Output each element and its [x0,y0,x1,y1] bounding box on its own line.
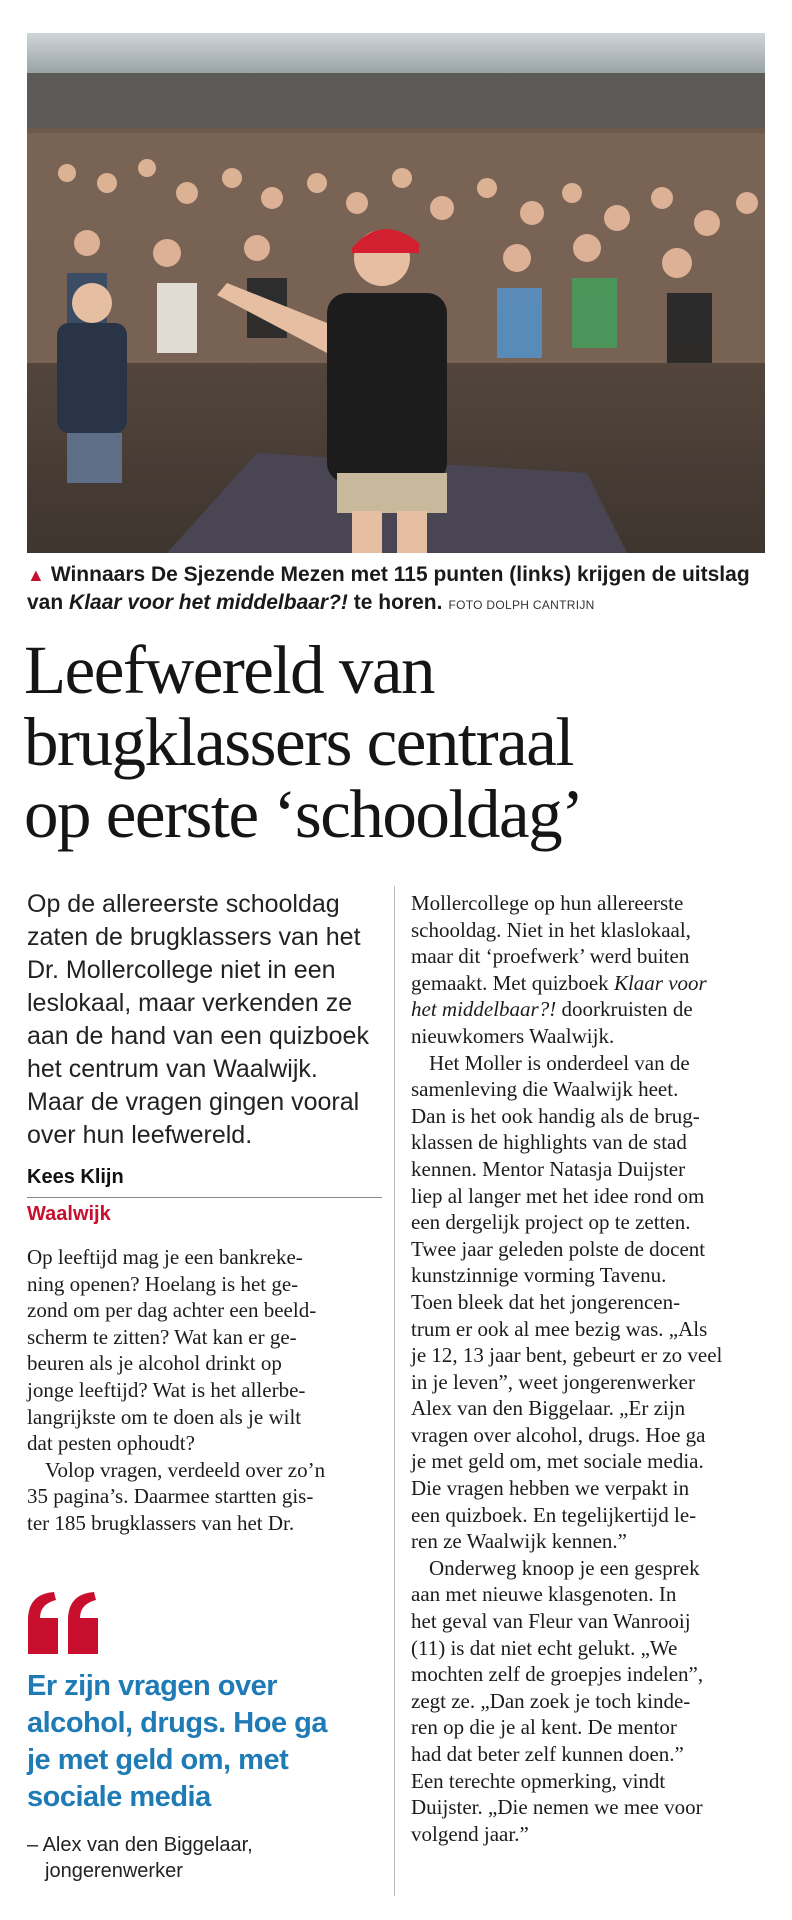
caption-text-end: te horen. [347,591,443,614]
body-line: beuren als je alcohol drinkt op [27,1351,282,1376]
book-title: Klaar voor [613,970,707,995]
body-column-left [27,1244,387,1537]
body-line: in je leven”, weet jongerenwerker [411,1369,695,1394]
intro-line: leslokaal, maar verkenden ze [27,989,353,1017]
body-text: gemaakt. Met quizboek [411,970,614,995]
body-line: klassen de highlights van de stad [411,1130,687,1155]
body-line: schooldag. Niet in het klaslokaal, [411,917,691,942]
byline-divider [27,1197,382,1198]
body-line: volgend jaar.” [411,1821,529,1846]
author-byline: Kees Klijn [27,1166,124,1188]
body-text: doorkruisten de [556,997,693,1022]
body-line: een dergelijk project op te zetten. [411,1210,691,1235]
body-line: ter 185 brugklassers van het Dr. [27,1510,295,1535]
body-line: Twee jaar geleden polste de docent [411,1236,706,1261]
body-line: Die vragen hebben we verpakt in [411,1476,690,1501]
body-line: een quizboek. En tegelijkertijd le- [411,1502,697,1527]
body-line [411,970,771,997]
quote-mark-icon [24,1590,104,1656]
body-line: het geval van Fleur van Wanrooij [411,1609,691,1634]
body-line: trum er ook al mee bezig was. „Als [411,1316,708,1341]
body-line: je 12, 13 jaar bent, gebeurt er zo veel [411,1343,723,1368]
body-line: kennen. Mentor Natasja Duijster [411,1156,686,1181]
pull-quote [27,1668,397,1816]
article-photo [27,33,765,553]
pull-quote-line: sociale media [27,1781,211,1813]
body-line: maar dit ‘proefwerk’ werd buiten [411,944,690,969]
attribution-line: – Alex van den Biggelaar, [27,1834,253,1856]
pull-quote-line: Er zijn vragen over [27,1670,277,1702]
headline-line: brugklassers centraal [24,704,574,780]
body-line: 35 pagina’s. Daarmee startten gis- [27,1484,314,1509]
intro-line: zaten de brugklassers van het [27,923,361,951]
body-line: Mollercollege op hun allereerste [411,891,684,915]
caption-marker: ▲ [27,565,45,585]
body-line: liep al langer met het idee rond om [411,1183,705,1208]
body-line: Een terechte opmerking, vindt [411,1768,666,1793]
body-line: ren op die je al kent. De mentor [411,1715,677,1740]
body-line: nieuwkomers Waalwijk. [411,1023,615,1048]
body-line: ren ze Waalwijk kennen.” [411,1529,627,1554]
intro-paragraph [27,888,389,1152]
body-line: jonge leeftijd? Wat is het allerbe- [27,1377,306,1402]
dateline-location: Waalwijk [27,1203,111,1225]
body-line: zond om per dag achter een beeld- [27,1298,317,1323]
body-line: had dat beter zelf kunnen doen.” [411,1742,684,1766]
intro-line: het centrum van Waalwijk. [27,1055,318,1083]
body-line: scherm te zitten? Wat kan er ge- [27,1324,297,1349]
body-line: kunstzinnige vorming Tavenu. [411,1263,667,1288]
pull-quote-line: alcohol, drugs. Hoe ga [27,1707,327,1739]
pull-quote-attribution [27,1832,387,1884]
body-line [411,996,771,1023]
intro-line: Maar de vragen gingen vooral [27,1088,360,1116]
body-line: je met geld om, met sociale media. [411,1449,704,1474]
body-line: langrijkste om te doen als je wilt [27,1404,302,1429]
body-line: Dan is het ook handig als de brug- [411,1103,700,1128]
body-line: zegt ze. „Dan zoek je toch kinde- [411,1688,691,1713]
body-line: Toen bleek dat het jongerencen- [411,1289,681,1314]
intro-line: Op de allereerste schooldag [27,890,340,918]
caption-text: Winnaars De Sjezende Mezen met 115 punten (links) krijgen de uitslag van [27,563,750,614]
photo-caption [27,561,765,619]
body-line: Het Moller is onderdeel van de [429,1050,690,1075]
photo-credit: FOTO DOLPH CANTRIJN [448,598,595,612]
body-line: Alex van den Biggelaar. „Er zijn [411,1396,686,1421]
body-line: ning openen? Hoelang is het ge- [27,1271,299,1296]
body-line: Duijster. „Die nemen we mee voor [411,1795,703,1820]
body-line: aan met nieuwe klasgenoten. In [411,1582,677,1607]
book-title: het middelbaar?! [411,997,557,1022]
headline [24,634,769,850]
body-line: mochten zelf de groepjes indelen”, [411,1662,704,1687]
intro-line: over hun leefwereld. [27,1121,253,1149]
body-line: dat pesten ophoudt? [27,1431,195,1456]
attribution-line: jongerenwerker [45,1860,183,1882]
caption-book-title: Klaar voor het middelbaar?! [69,591,348,614]
body-line: Onderweg knoop je een gesprek [429,1555,700,1580]
body-line: vragen over alcohol, drugs. Hoe ga [411,1422,706,1447]
intro-line: Dr. Mollercollege niet in een [27,956,336,984]
pull-quote-line: je met geld om, met [27,1744,289,1776]
body-line: Op leeftijd mag je een bankreke- [27,1245,303,1269]
intro-line: aan de hand van een quizboek [27,1022,369,1050]
photo-students-concert-icon [27,33,765,553]
body-column-right [411,890,771,1847]
body-line: Volop vragen, verdeeld over zo’n [45,1457,326,1482]
body-line: (11) is dat niet echt gelukt. „We [411,1635,678,1660]
headline-line: Leefwereld van [24,632,434,708]
body-line: samenleving die Waalwijk heet. [411,1077,679,1102]
headline-line: op eerste ‘schooldag’ [24,776,583,852]
